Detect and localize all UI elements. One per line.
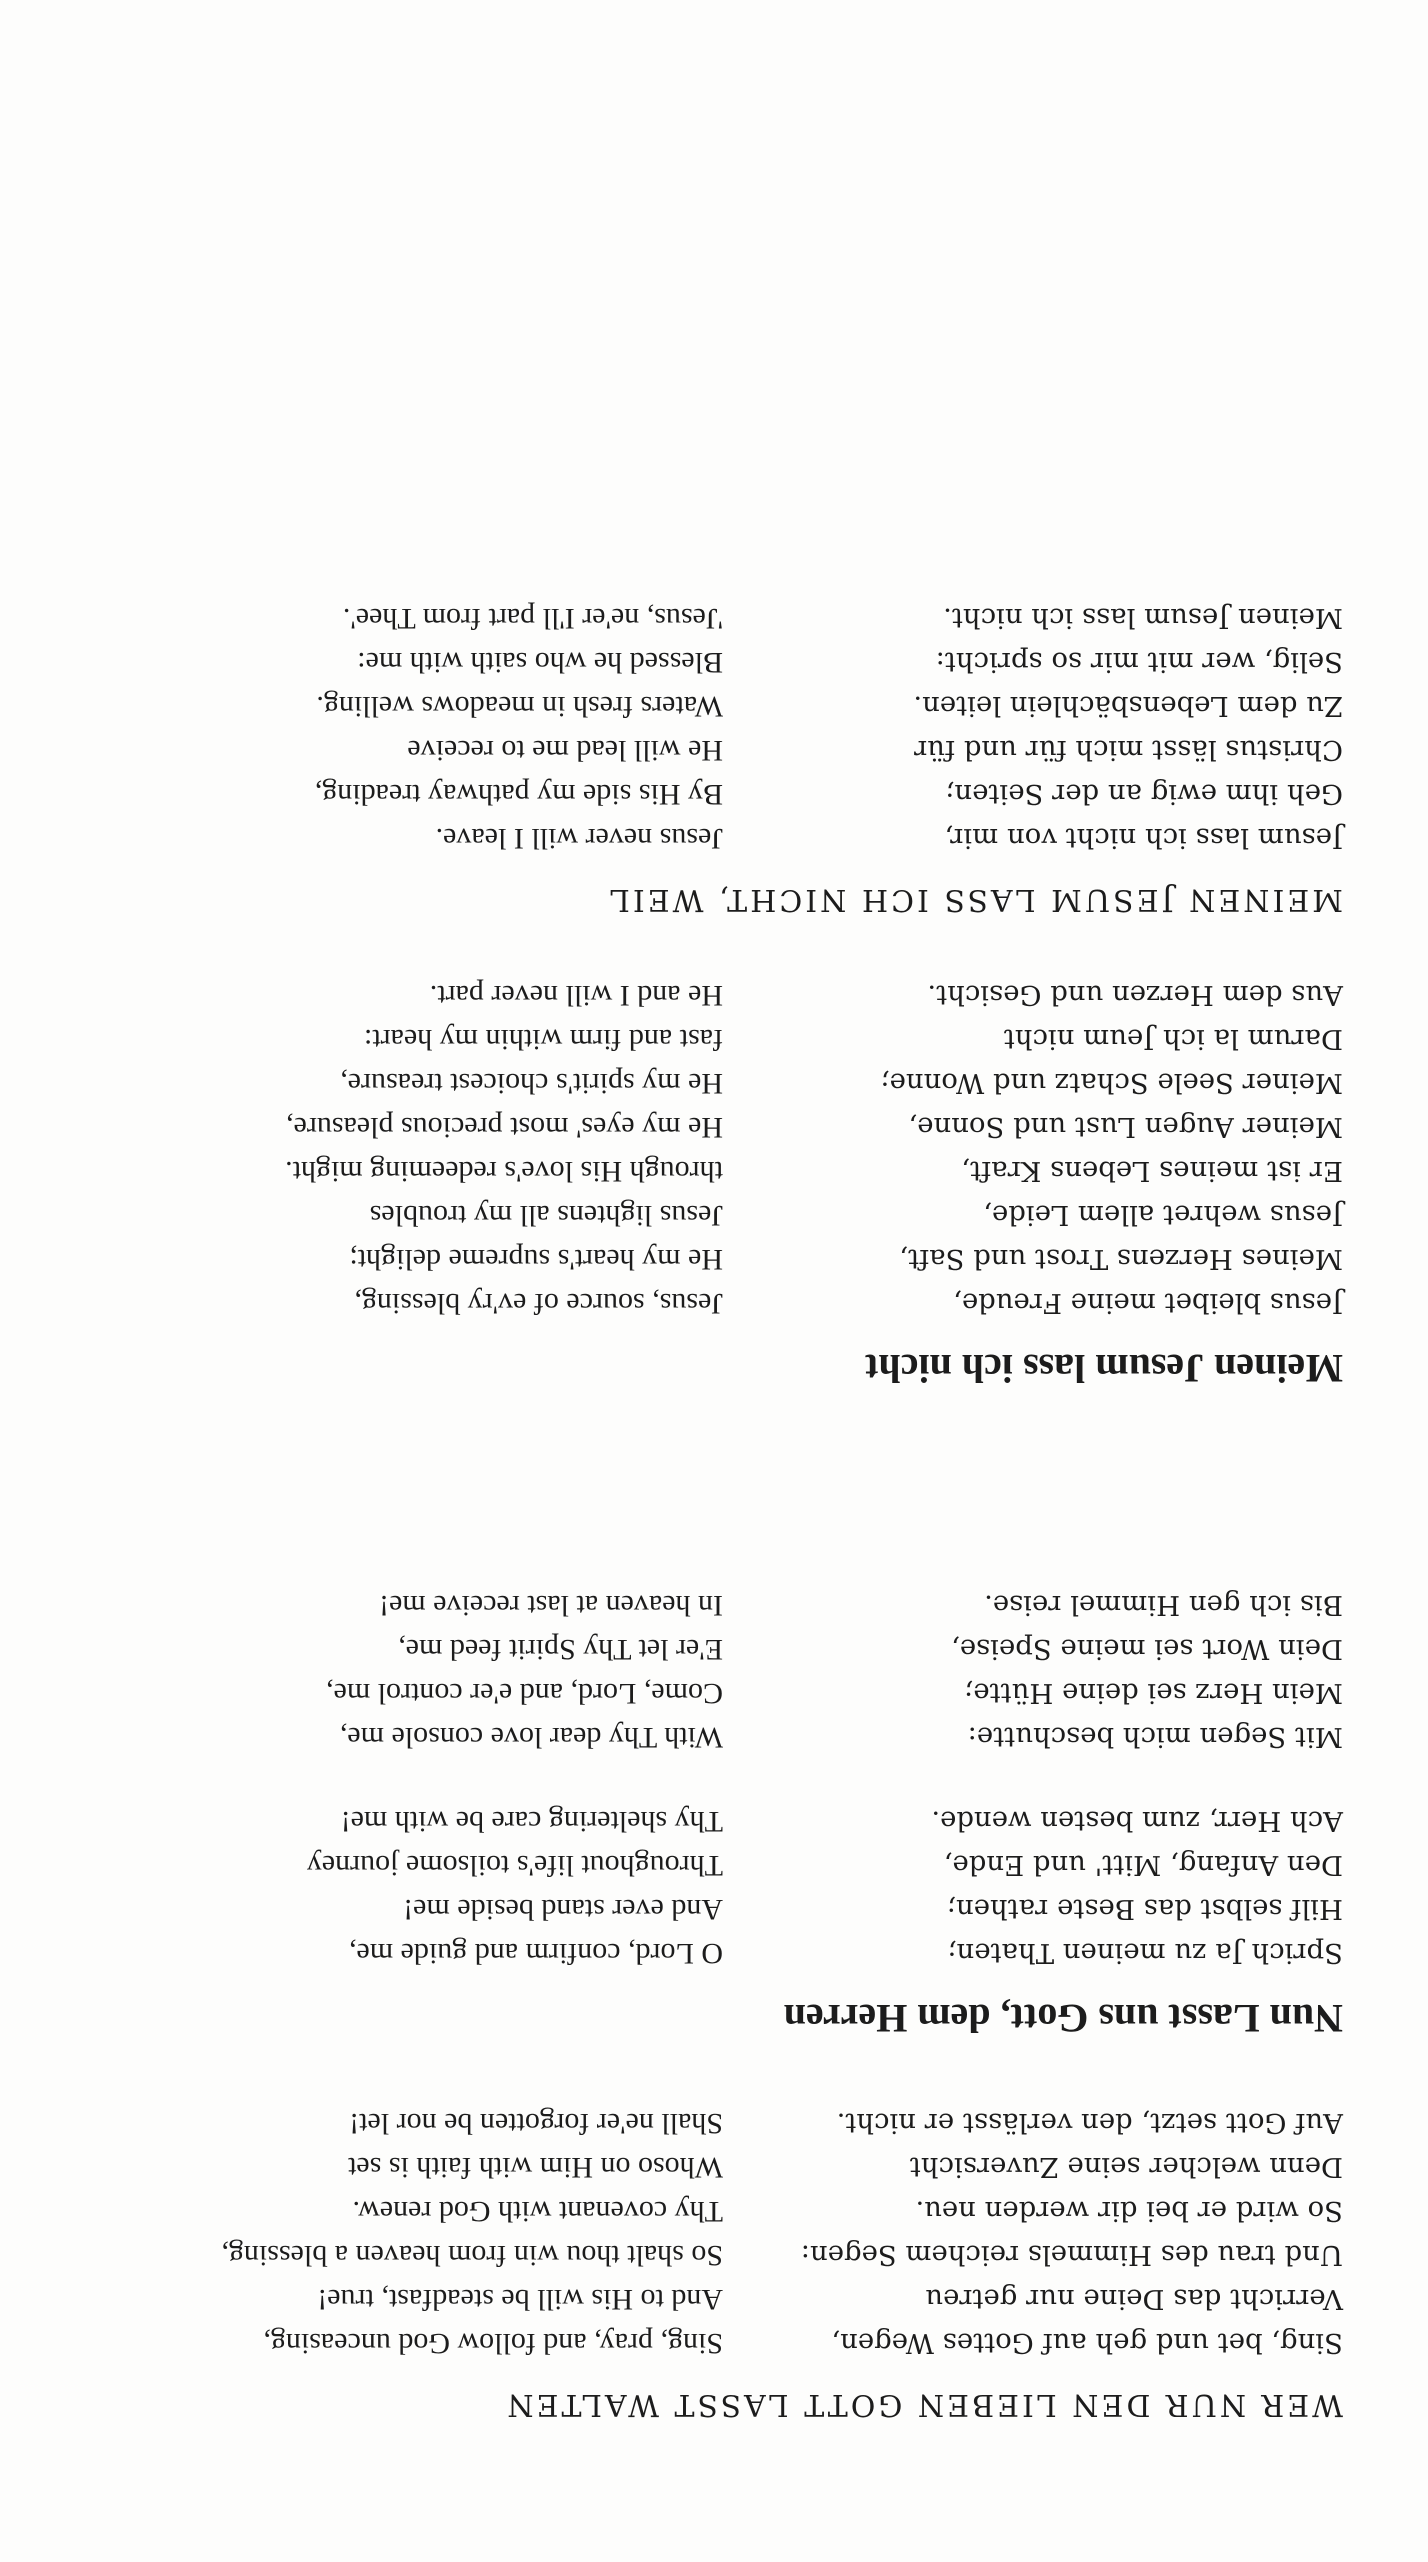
verse-line: He my spirit's choicest treasure, — [340, 1067, 723, 1100]
verse-line: Darum la ich Jeum nicht — [1003, 1023, 1343, 1055]
verse-line: Meines Herzens Trost und Saft, — [899, 1243, 1343, 1275]
german-verse — [723, 1799, 1343, 1975]
verse-line: Verricht das Deine nur getreu — [925, 2283, 1343, 2315]
stanza — [53, 1583, 1343, 1759]
verse-line: In heaven at last receive me! — [379, 1589, 723, 1622]
stanza — [53, 2101, 1343, 2365]
verse-line: So shalt thou win from heaven a blessing, — [221, 2239, 723, 2272]
verse-line: Jesum lass ich nicht von mir, — [944, 822, 1343, 854]
verse-line: Jesus, source of ev'ry blessing, — [354, 1287, 723, 1320]
english-verse — [63, 596, 723, 860]
verse-line: He my heart's supreme delight; — [349, 1243, 723, 1276]
verse-line: Sing, bet und geh auf Gottes Wegen, — [831, 2327, 1343, 2359]
verse-line: through His love's redeeming might. — [285, 1155, 723, 1188]
german-verse — [723, 1583, 1343, 1759]
english-verse — [63, 1583, 723, 1759]
verse-line: Come, Lord, and e'er control me, — [326, 1677, 723, 1710]
verse-line: He and I will never part. — [429, 979, 723, 1012]
verse-line: fast and firm within my heart: — [363, 1023, 723, 1056]
verse-line: Dein Wort sei meine Speise, — [951, 1633, 1343, 1665]
verse-line: Bis ich gen Himmel reise. — [984, 1589, 1343, 1621]
verse-line: And ever stand beside me! — [403, 1893, 723, 1926]
verse-line: Waters fresh in meadows welling. — [316, 690, 723, 723]
verse-line: O Lord, confirm and guide me, — [348, 1937, 723, 1970]
stanza — [53, 973, 1343, 1325]
verse-line: Hilf selbst das Beste rathen; — [946, 1893, 1343, 1925]
verse-line: Und trau des Himmels reichem Segen: — [800, 2239, 1343, 2271]
stanza — [53, 596, 1343, 860]
verse-line: Mit Segen mich beschutte: — [967, 1721, 1343, 1753]
verse-line: 'Jesus, ne'er I'll part from Thee'. — [342, 602, 723, 635]
verse-line: Selig, wer mit mir so spricht: — [935, 646, 1343, 678]
verse-line: And to His will be steadfast, true! — [317, 2283, 723, 2316]
verse-line: Meiner Augen Lust und Sonne, — [908, 1111, 1343, 1143]
hymn-title: WER NUR DEN LIEBEN GOTT LASST WALTEN — [504, 2387, 1343, 2422]
hymn-title: Nun Lasst uns Gott, dem Herren — [783, 1996, 1343, 2041]
verse-line: Jesus never will I leave. — [435, 822, 723, 855]
german-verse — [723, 973, 1343, 1325]
verse-line: Mein Herz sei deine Hütte; — [964, 1677, 1343, 1709]
verse-line: Geh ihm ewig an der Seiten; — [945, 778, 1343, 810]
verse-line: Blessed he who saith with me: — [357, 646, 723, 679]
verse-line: E'er let Thy Spirit feed me, — [398, 1633, 723, 1666]
hymn-nun-lasst-uns-gott — [53, 1543, 1343, 2042]
hymn-wer-nur-den-lieben-gott — [53, 2061, 1343, 2422]
verse-line: Zu dem Lebensbächlein leiten. — [913, 690, 1343, 722]
verse-line: He will lead me to receive — [407, 734, 723, 767]
verse-line: Shall ne'er forgotten be nor let! — [349, 2107, 723, 2140]
verse-line: Denn welcher seine Zuversicht — [909, 2151, 1343, 2183]
verse-line: Whoso on Him with faith is set — [348, 2151, 723, 2184]
german-verse — [723, 2101, 1343, 2365]
verse-line: Thy covenant with God renew. — [352, 2195, 723, 2228]
stanza — [53, 1799, 1343, 1975]
hymn-meinen-jesum-lass-ich-nicht — [53, 933, 1343, 1392]
verse-line: He my eyes' most precious pleasure, — [286, 1111, 723, 1144]
hymn-meinen-jesum-weil — [53, 556, 1343, 917]
hymn-title: Meinen Jesum lass ich nicht — [865, 1346, 1343, 1391]
verse-line: By His side my pathway treading, — [314, 778, 723, 811]
verse-line: Er ist meines Lebens Kraft, — [961, 1155, 1343, 1187]
verse-line: Jesus wehret allem Leide, — [983, 1199, 1343, 1231]
verse-line: Throughout life's toilsome journey — [306, 1849, 723, 1882]
english-verse — [63, 1799, 723, 1975]
verse-line: Thy sheltering care be with me! — [340, 1805, 723, 1838]
verse-line: Sing, pray, and follow God unceasing, — [263, 2327, 723, 2360]
english-verse — [63, 2101, 723, 2365]
verse-line: Den Anfang, Mitt' und Ende, — [943, 1849, 1343, 1881]
english-verse — [63, 973, 723, 1325]
verse-line: So wird er bei dir werden neu. — [915, 2195, 1343, 2227]
german-verse — [723, 596, 1343, 860]
verse-line: Aus dem Herzen und Gesicht. — [927, 979, 1343, 1011]
hymn-title: MEINEN JESUM LASS ICH NICHT, WEIL — [606, 882, 1343, 917]
verse-line: Jesus bleibet meine Freude, — [953, 1287, 1343, 1319]
verse-line: Meiner Seele Schatz und Wonne; — [880, 1067, 1343, 1099]
verse-line: With Thy dear love console me, — [339, 1721, 723, 1754]
verse-line: Sprich Ja zu meinen Thaten; — [947, 1937, 1343, 1969]
verse-line: Christus lässt mich für und für — [914, 734, 1343, 766]
verse-line: Ach Herr, zum besten wende. — [931, 1805, 1343, 1837]
verse-line: Jesus lightens all my troubles — [369, 1199, 723, 1232]
verse-line: Meinen Jesum lass ich nicht. — [943, 602, 1343, 634]
verse-line: Auf Gott setzt, den verlässt er nicht. — [836, 2107, 1343, 2139]
